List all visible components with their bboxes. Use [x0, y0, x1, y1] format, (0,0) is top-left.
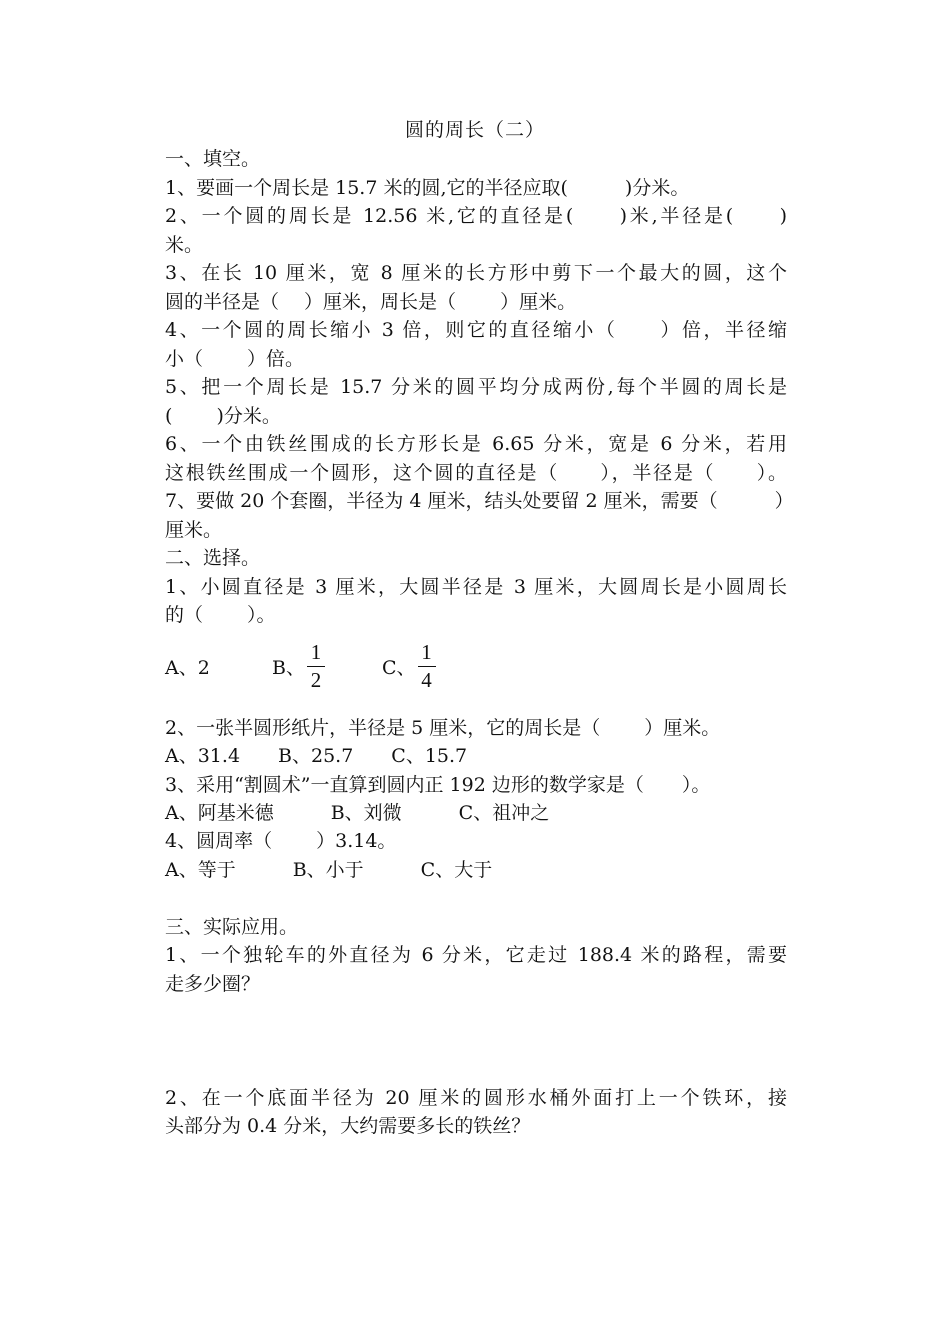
question-1-3-line2: 圆的半径是（ ）厘米，周长是（ ）厘米。	[165, 291, 577, 313]
option-c	[382, 642, 436, 691]
option-a: A、2	[165, 657, 210, 679]
question-1-6-line2: 这根铁丝围成一个圆形，这个圆的直径是（ ），半径是（ ）。	[165, 462, 787, 484]
question-3-1-line2: 走多少圈？	[165, 973, 261, 995]
fraction-denominator: 2	[310, 668, 322, 692]
option-b	[272, 642, 382, 691]
fraction-bar	[307, 666, 325, 667]
question-1-2-line2: 米。	[165, 234, 204, 256]
question-2-2-options: A、31.4 B、25.7 C、15.7	[165, 745, 468, 767]
fraction-bar	[418, 666, 436, 667]
question-2-1-line2: 的（ ）。	[165, 604, 276, 626]
question-3-2-line2: 头部分为 0.4 分米，大约需要多长的铁丝？	[165, 1115, 531, 1137]
question-1-5-line1: 5、把一个周长是 15.7 分米的圆平均分成两份,每个半圆的周长是	[165, 376, 787, 398]
question-2-4: 4、圆周率（ ）3.14。	[165, 830, 397, 852]
section-heading-choice: 二、选择。	[165, 547, 261, 569]
question-2-3-options: A、阿基米德 B、刘微 C、祖冲之	[165, 802, 550, 824]
question-2-1-line1: 1、小圆直径是 3 厘米，大圆半径是 3 厘米，大圆周长是小圆周长	[165, 576, 787, 598]
question-1-4-line1: 4、一个圆的周长缩小 3 倍，则它的直径缩小（ ）倍，半径缩	[165, 319, 787, 341]
question-3-2-line1: 2、在一个底面半径为 20 厘米的圆形水桶外面打上一个铁环，接	[165, 1087, 787, 1109]
fraction-numerator: 1	[310, 640, 322, 664]
question-1-1: 1、要画一个周长是 15.7 米的圆,它的半径应取( )分米。	[165, 177, 690, 199]
question-2-4-options: A、等于 B、小于 C、大于	[165, 859, 493, 881]
fraction-numerator: 1	[421, 640, 432, 664]
option-c-prefix: C、	[382, 657, 416, 679]
question-1-5-line2: ( )分米。	[165, 405, 281, 427]
question-1-2-line1: 2、一个圆的周长是 12.56 米,它的直径是( )米,半径是( )	[165, 205, 787, 227]
section-heading-application: 三、实际应用。	[165, 916, 299, 938]
option-b-prefix: B、	[272, 657, 305, 679]
question-3-1-line1: 1、一个独轮车的外直径为 6 分米，它走过 188.4 米的路程，需要	[165, 944, 787, 966]
fraction-one-quarter	[418, 642, 436, 691]
question-1-3-line1: 3、在长 10 厘米，宽 8 厘米的长方形中剪下一个最大的圆，这个	[165, 262, 787, 284]
fraction-one-half	[307, 642, 325, 691]
question-1-6-line1: 6、一个由铁丝围成的长方形长是 6.65 分米，宽是 6 分米，若用	[165, 433, 787, 455]
question-2-1-options	[165, 642, 436, 691]
question-2-3: 3、采用“割圆术”一直算到圆内正 192 边形的数学家是（ ）。	[165, 774, 711, 796]
section-heading-fill-blank: 一、填空。	[165, 148, 261, 170]
question-1-4-line2: 小（ ）倍。	[165, 348, 305, 370]
question-1-7-line2: 厘米。	[165, 519, 223, 541]
question-1-7-line1: 7、要做 20 个套圈，半径为 4 厘米，结头处要留 2 厘米，需要（ ）	[165, 490, 794, 512]
page-title: 圆的周长（二）	[404, 119, 545, 141]
question-2-2: 2、一张半圆形纸片，半径是 5 厘米，它的周长是（ ）厘米。	[165, 717, 721, 739]
fraction-denominator: 4	[421, 668, 432, 692]
